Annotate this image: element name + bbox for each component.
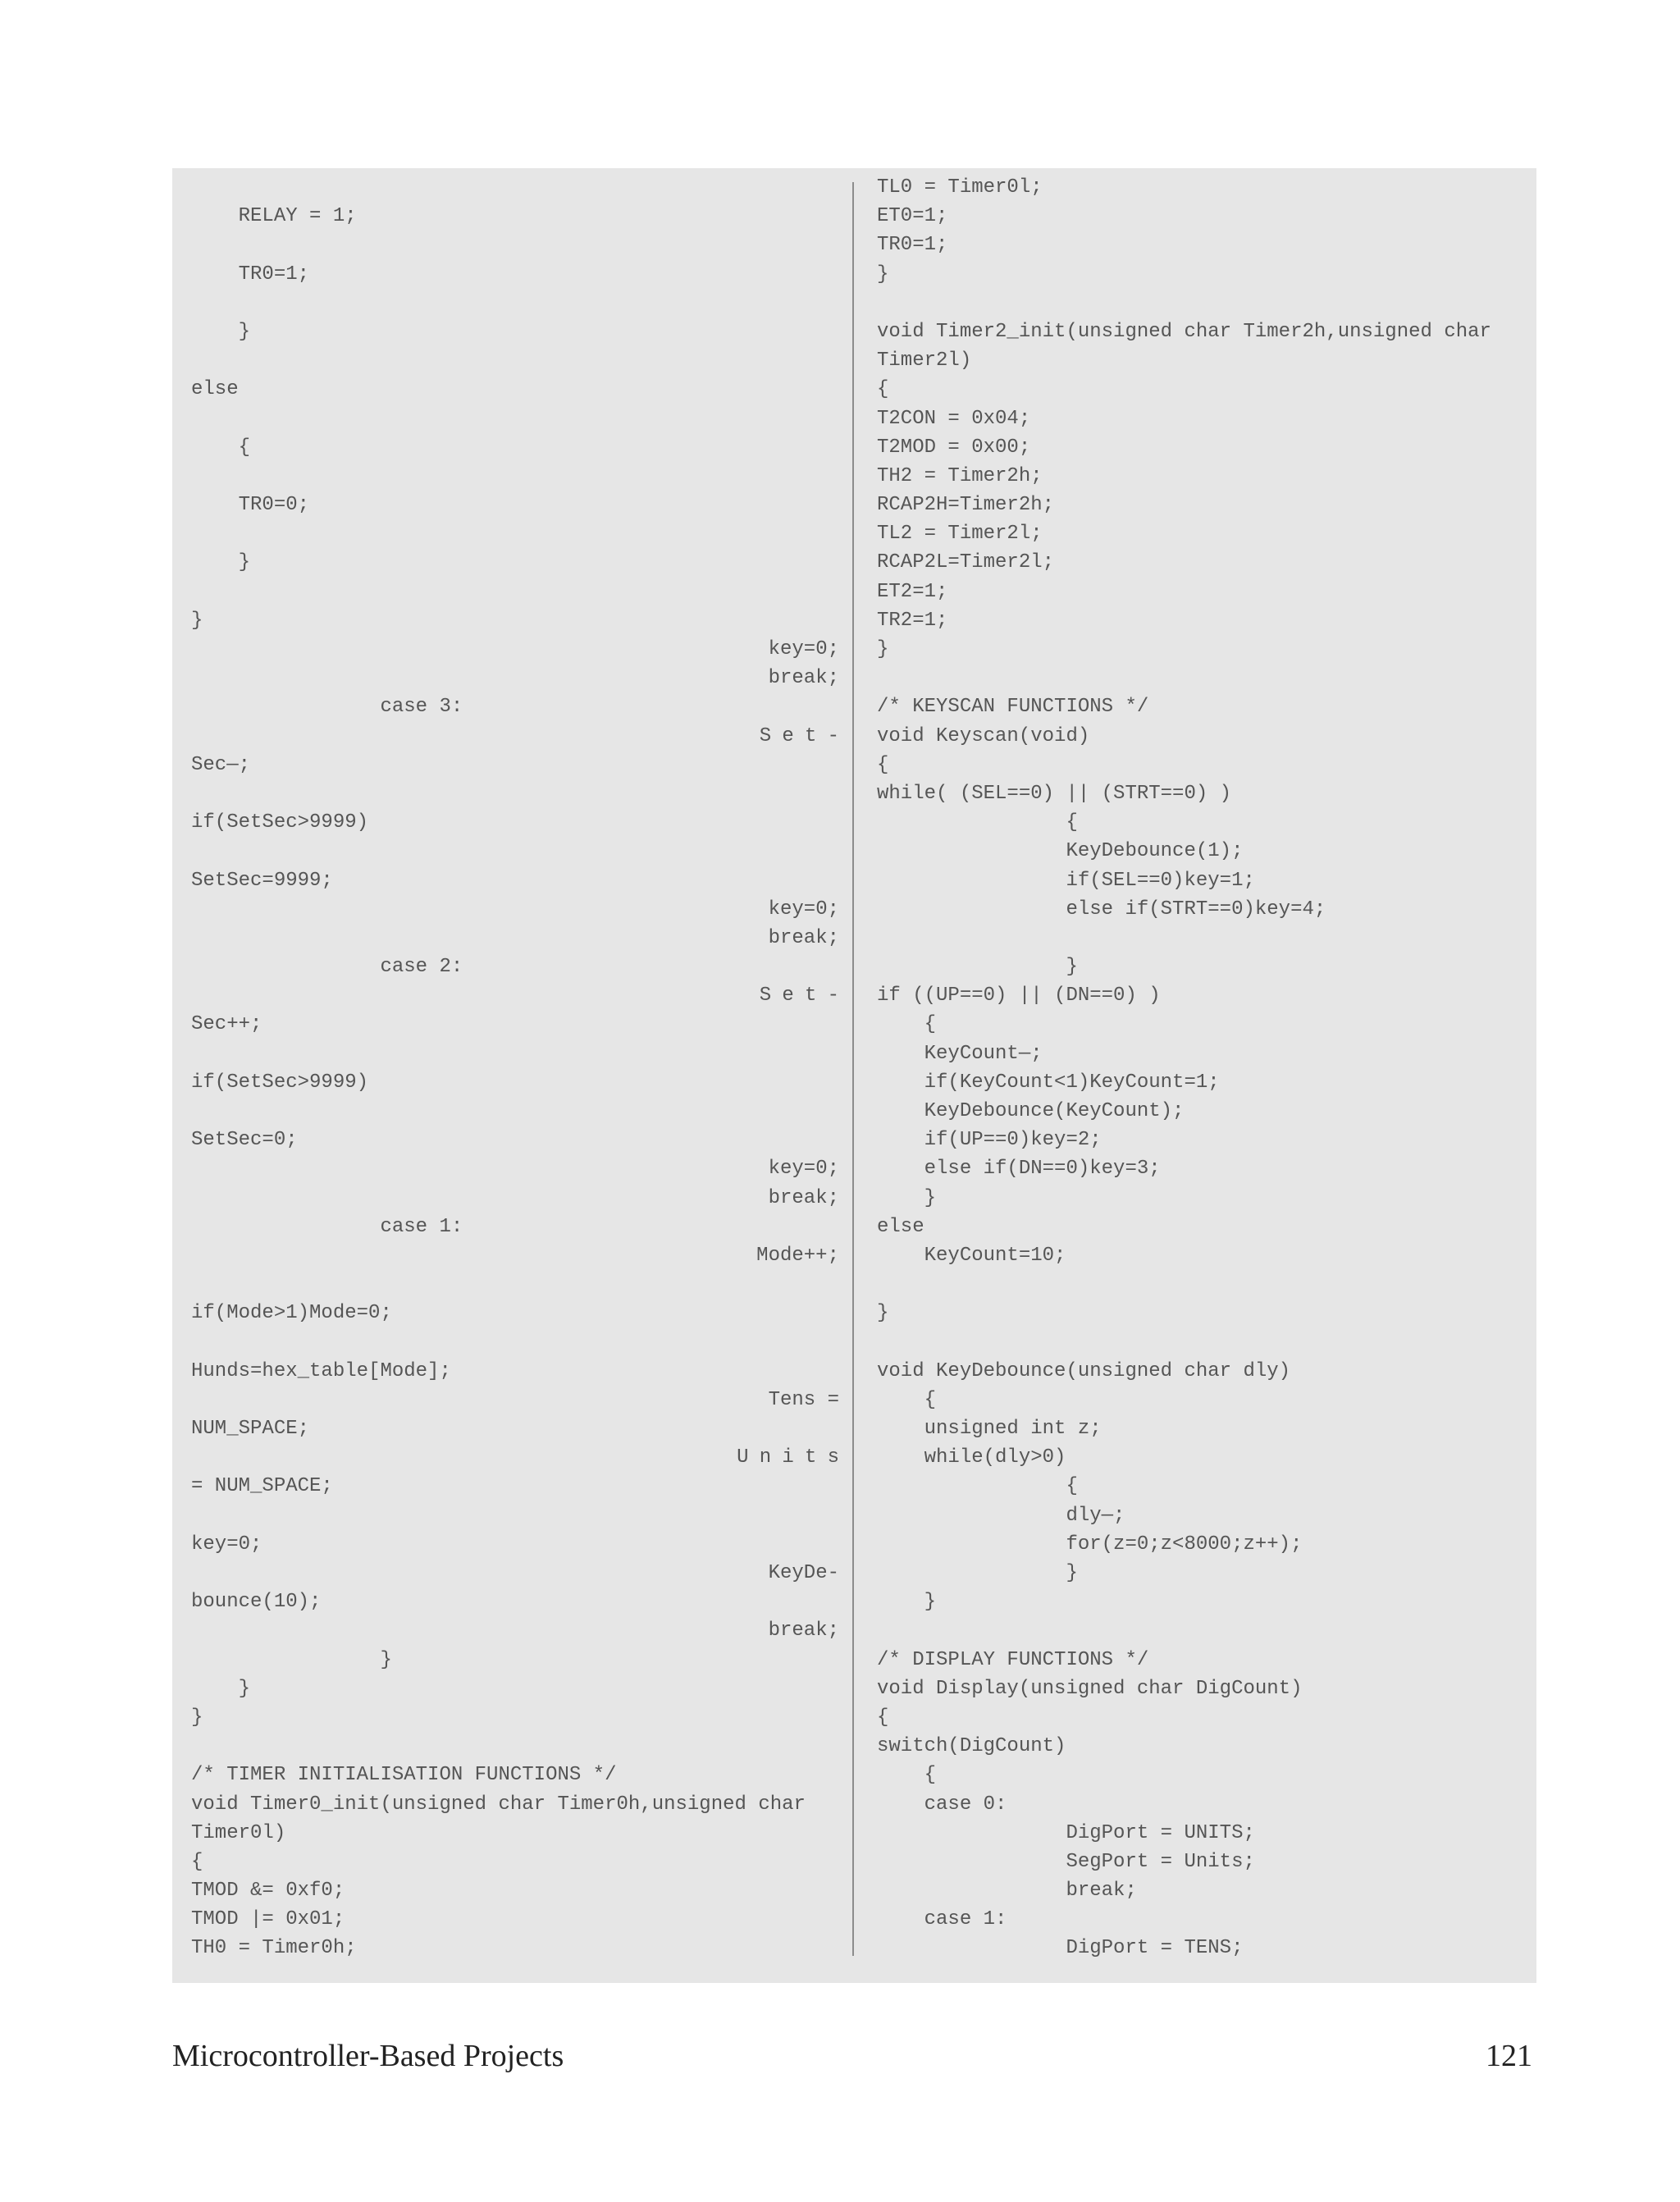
code-line xyxy=(191,1270,839,1299)
code-line: { xyxy=(191,1850,203,1873)
code-line: void Timer2_init(unsigned char Timer2h,unsigned char xyxy=(877,320,1491,343)
code-line: { xyxy=(877,1764,937,1787)
code-line xyxy=(877,1270,1533,1299)
code-line: if ((UP==0) || (DN==0) ) xyxy=(877,985,1161,1007)
code-line: NUM_SPACE; xyxy=(191,1418,310,1441)
code-line: } xyxy=(191,1677,251,1700)
code-line: TL2 = Timer2l; xyxy=(877,523,1043,546)
code-line xyxy=(191,1732,839,1761)
code-line: else xyxy=(191,378,239,401)
code-line: Timer2l) xyxy=(877,349,972,372)
code-line: } xyxy=(877,956,1078,979)
code-line: case 0: xyxy=(877,1793,1007,1816)
code-line: } xyxy=(191,320,251,343)
code-line: { xyxy=(191,436,251,459)
code-line: TMOD |= 0x01; xyxy=(191,1908,345,1931)
code-line: } xyxy=(877,1302,889,1325)
code-line: bounce(10); xyxy=(191,1591,322,1614)
code-line: KeyDe- xyxy=(768,1562,839,1584)
code-line: key=0; xyxy=(191,1533,262,1556)
page-number: 121 xyxy=(1486,2039,1532,2073)
book-title: Microcontroller-Based Projects xyxy=(172,2039,564,2073)
code-line: if(SEL==0)key=1; xyxy=(877,869,1255,892)
code-line: } xyxy=(191,609,203,632)
code-line: if(Mode>1)Mode=0; xyxy=(191,1302,392,1325)
code-line: key=0; xyxy=(768,1158,839,1181)
code-line: { xyxy=(877,1388,937,1411)
code-line: SetSec=0; xyxy=(191,1129,298,1152)
code-line: } xyxy=(877,1591,937,1614)
code-line: TR0=1; xyxy=(191,263,310,286)
code-line: Timer0l) xyxy=(191,1821,286,1844)
code-line: Sec—; xyxy=(191,753,251,776)
code-line: while( (SEL==0) || (STRT==0) ) xyxy=(877,782,1232,805)
code-line xyxy=(191,519,839,548)
code-line: } xyxy=(877,263,889,286)
code-line: void Display(unsigned char DigCount) xyxy=(877,1677,1303,1700)
code-line: case 2: xyxy=(191,956,463,979)
code-line xyxy=(191,1097,839,1126)
code-line: case 1: xyxy=(877,1908,1007,1931)
code-line xyxy=(191,346,839,375)
code-line: } xyxy=(877,1186,937,1209)
code-line: if(KeyCount<1)KeyCount=1; xyxy=(877,1071,1220,1094)
code-line: void Timer0_init(unsigned char Timer0h,unsigned char xyxy=(191,1793,806,1816)
code-line: } xyxy=(877,638,889,660)
code-line xyxy=(191,578,839,606)
code-line: case 1: xyxy=(191,1215,463,1238)
code-line: } xyxy=(877,1562,1078,1584)
code-line: /* TIMER INITIALISATION FUNCTIONS */ xyxy=(191,1764,617,1787)
code-line: { xyxy=(877,1013,937,1036)
code-line xyxy=(191,1501,839,1530)
code-line: else xyxy=(877,1215,924,1238)
code-line: Set- xyxy=(759,724,851,747)
code-line: T2CON = 0x04; xyxy=(877,407,1031,430)
code-line xyxy=(191,837,839,866)
code-line: TH2 = Timer2h; xyxy=(877,464,1043,487)
code-line: else if(DN==0)key=3; xyxy=(877,1158,1161,1181)
code-line: key=0; xyxy=(768,638,839,660)
code-line: } xyxy=(191,551,251,574)
code-line: DigPort = TENS; xyxy=(877,1937,1244,1960)
code-line xyxy=(191,779,839,808)
code-line: { xyxy=(877,811,1078,834)
code-line: /* KEYSCAN FUNCTIONS */ xyxy=(877,696,1149,719)
code-line xyxy=(877,1328,1533,1357)
code-line: break; xyxy=(768,926,839,949)
code-line: Set- xyxy=(759,985,851,1007)
code-line: T2MOD = 0x00; xyxy=(877,436,1031,459)
code-line: KeyCount—; xyxy=(877,1042,1043,1065)
code-line: { xyxy=(877,753,889,776)
code-line: KeyDebounce(1); xyxy=(877,840,1244,863)
code-line xyxy=(191,1328,839,1357)
code-line: case 3: xyxy=(191,696,463,719)
code-line: ET2=1; xyxy=(877,580,948,603)
code-line: for(z=0;z<8000;z++); xyxy=(877,1533,1303,1556)
code-line: } xyxy=(191,1706,203,1729)
code-line: Sec++; xyxy=(191,1013,262,1036)
code-line: SetSec=9999; xyxy=(191,869,333,892)
code-line: else if(STRT==0)key=4; xyxy=(877,898,1326,921)
code-line: ET0=1; xyxy=(877,205,948,228)
code-line xyxy=(191,231,839,259)
code-line: KeyDebounce(KeyCount); xyxy=(877,1100,1185,1122)
code-line xyxy=(191,462,839,491)
code-line: Tens = xyxy=(768,1388,839,1411)
code-line: break; xyxy=(768,667,839,690)
code-line: SegPort = Units; xyxy=(877,1850,1255,1873)
code-line: { xyxy=(877,1475,1078,1498)
code-column-right xyxy=(877,173,1533,1963)
column-divider xyxy=(852,182,854,1956)
code-line: TH0 = Timer0h; xyxy=(191,1937,357,1960)
code-line: key=0; xyxy=(768,898,839,921)
code-line xyxy=(191,173,839,202)
code-line: Units xyxy=(737,1446,851,1469)
code-column-left xyxy=(191,173,851,1963)
code-line: = NUM_SPACE; xyxy=(191,1475,333,1498)
code-line: TR0=1; xyxy=(877,234,948,257)
code-line: DigPort = UNITS; xyxy=(877,1821,1255,1844)
code-line: break; xyxy=(768,1620,839,1642)
code-line: if(UP==0)key=2; xyxy=(877,1129,1102,1152)
code-line: TMOD &= 0xf0; xyxy=(191,1880,345,1903)
code-line: Hunds=hex_table[Mode]; xyxy=(191,1359,451,1382)
code-line xyxy=(191,289,839,318)
code-line: { xyxy=(877,378,889,401)
code-line xyxy=(877,1616,1533,1645)
code-line: void KeyDebounce(unsigned char dly) xyxy=(877,1359,1291,1382)
code-line: } xyxy=(191,1648,392,1671)
code-line: dly—; xyxy=(877,1504,1125,1527)
code-line: if(SetSec>9999) xyxy=(191,811,369,834)
code-line xyxy=(191,1039,839,1068)
code-line: { xyxy=(877,1706,889,1729)
code-line: while(dly>0) xyxy=(877,1446,1066,1469)
code-line: Mode++; xyxy=(756,1244,839,1267)
code-line xyxy=(877,289,1533,318)
code-line: RCAP2H=Timer2h; xyxy=(877,494,1055,517)
code-line: TL0 = Timer0l; xyxy=(877,176,1043,199)
code-line: TR0=0; xyxy=(191,494,310,517)
code-line: if(SetSec>9999) xyxy=(191,1071,369,1094)
code-line: break; xyxy=(877,1880,1137,1903)
code-line xyxy=(877,664,1533,692)
code-line: break; xyxy=(768,1186,839,1209)
code-line: KeyCount=10; xyxy=(877,1244,1066,1267)
code-line: unsigned int z; xyxy=(877,1418,1102,1441)
code-line: TR2=1; xyxy=(877,609,948,632)
code-line: switch(DigCount) xyxy=(877,1735,1066,1758)
code-line: RELAY = 1; xyxy=(191,205,357,228)
code-line: /* DISPLAY FUNCTIONS */ xyxy=(877,1648,1149,1671)
code-line: void Keyscan(void) xyxy=(877,724,1090,747)
code-line xyxy=(877,924,1533,953)
code-line: RCAP2L=Timer2l; xyxy=(877,551,1055,574)
code-line xyxy=(191,404,839,433)
